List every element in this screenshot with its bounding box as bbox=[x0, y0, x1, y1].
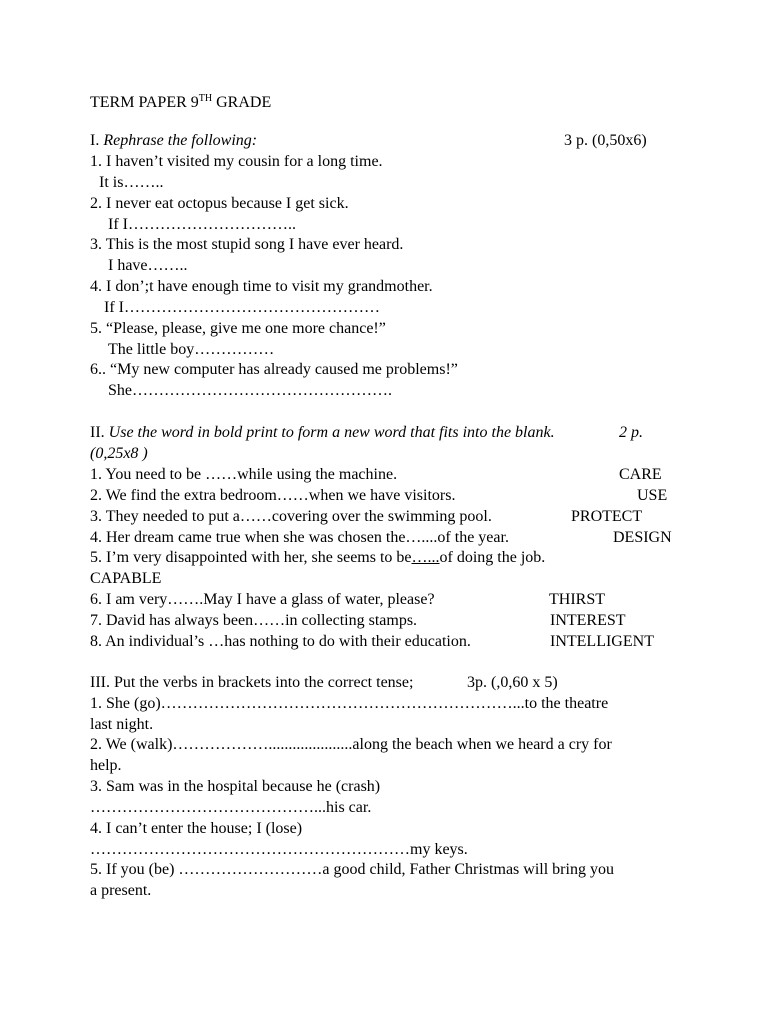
section1-instruction: Rephrase the following: bbox=[103, 132, 258, 149]
section2-item-text: 4. Her dream came true when she was chosen the…....of the year. bbox=[90, 529, 509, 546]
section2-item-text: 2. We find the extra bedroom……when we have visitors. bbox=[90, 487, 456, 504]
title-superscript: TH bbox=[198, 93, 213, 104]
section2-item-word: USE bbox=[637, 487, 668, 504]
section3-line: 3. Sam was in the hospital because he (crash) bbox=[90, 778, 381, 795]
section2-item-word: CARE bbox=[619, 466, 662, 483]
section3-line: 4. I can’t enter the house; I (lose) bbox=[90, 820, 303, 837]
page-title bbox=[90, 93, 684, 114]
section2-item-text: 7. David has always been……in collecting stamps. bbox=[90, 612, 418, 629]
section2-item bbox=[90, 632, 684, 653]
section3-line: help. bbox=[90, 757, 122, 774]
title-tail: GRADE bbox=[212, 94, 272, 111]
section2-item-word: THIRST bbox=[549, 591, 605, 608]
section3-line: ……………………………………………………my keys. bbox=[90, 841, 468, 858]
section1-points: 3 p. (0,50x6) bbox=[564, 132, 647, 149]
section3-line: 1. She (go)…………………………………………………………...to the theatre bbox=[90, 695, 609, 712]
section2-item bbox=[90, 590, 684, 611]
section2-item-word: DESIGN bbox=[613, 529, 672, 546]
section2-item bbox=[90, 611, 684, 632]
section3-points: 3p. (,0,60 x 5) bbox=[467, 674, 558, 691]
section1-item-sentence: 1. I haven’t visited my cousin for a long time. bbox=[90, 153, 383, 170]
section2-item-text: 5. I’m very disappointed with her, she seems to be bbox=[90, 549, 412, 566]
section2-instruction: Use the word in bold print to form a new word that fits into the blank. bbox=[108, 424, 555, 441]
section2-item-text: 6. I am very…….May I have a glass of water, please? bbox=[90, 591, 435, 608]
section1-item-prompt: If I………………………………………… bbox=[104, 299, 380, 316]
section2-item-word: INTELLIGENT bbox=[550, 633, 654, 650]
section1-item-sentence: 4. I don’;t have enough time to visit my grandmother. bbox=[90, 278, 433, 295]
section1-item-prompt: The little boy…………… bbox=[108, 341, 275, 358]
section3-heading bbox=[90, 673, 684, 694]
section1-item-prompt: I have…….. bbox=[108, 257, 188, 274]
section2-item bbox=[90, 507, 684, 528]
section2-points-detail: (0,25x8 ) bbox=[90, 445, 148, 462]
section3-instruction: III. Put the verbs in brackets into the correct tense; bbox=[90, 674, 414, 691]
section2-item-word: CAPABLE bbox=[90, 570, 162, 587]
section2-item-text-end: of doing the job. bbox=[439, 549, 546, 566]
section1-item-prompt: She…………………………………………. bbox=[108, 382, 392, 399]
section2-item-text: 1. You need to be ……while using the machine. bbox=[90, 466, 398, 483]
section2-heading bbox=[90, 423, 684, 444]
section2-item bbox=[90, 486, 684, 507]
title-text: TERM PAPER 9 bbox=[90, 94, 199, 111]
section3-line: ……………………………………...his car. bbox=[90, 799, 372, 816]
section1-numeral: I. bbox=[90, 132, 104, 149]
section2-item-text: 3. They needed to put a……covering over the swimming pool. bbox=[90, 508, 492, 525]
section1-item-sentence: 6.. “My new computer has already caused me problems!” bbox=[90, 361, 458, 378]
section2-numeral: II. bbox=[90, 424, 109, 441]
section3-line: a present. bbox=[90, 882, 152, 899]
section2-item-word: PROTECT bbox=[571, 508, 643, 525]
section1-item-sentence: 5. “Please, please, give me one more chance!” bbox=[90, 320, 386, 337]
section3-line: 2. We (walk)……………….....................along the beach when we heard a cry for bbox=[90, 736, 612, 753]
section2-item bbox=[90, 465, 684, 486]
section2-item bbox=[90, 528, 684, 549]
section3-line: last night. bbox=[90, 716, 154, 733]
section2-item-blank: …... bbox=[411, 549, 440, 566]
section1-heading bbox=[90, 131, 684, 152]
section3-line: 5. If you (be) ………………………a good child, Father Christmas will bring you bbox=[90, 861, 614, 878]
section2-item bbox=[90, 548, 684, 569]
section1-item-prompt: It is…….. bbox=[99, 174, 164, 191]
section2-points: 2 p. bbox=[619, 424, 643, 441]
section1-item-sentence: 3. This is the most stupid song I have ever heard. bbox=[90, 236, 404, 253]
section1-item-sentence: 2. I never eat octopus because I get sick. bbox=[90, 195, 349, 212]
section2-item-text: 8. An individual’s …has nothing to do with their education. bbox=[90, 633, 471, 650]
section2-item-word: INTEREST bbox=[550, 612, 626, 629]
section1-item-prompt: If I………………………….. bbox=[108, 216, 296, 233]
